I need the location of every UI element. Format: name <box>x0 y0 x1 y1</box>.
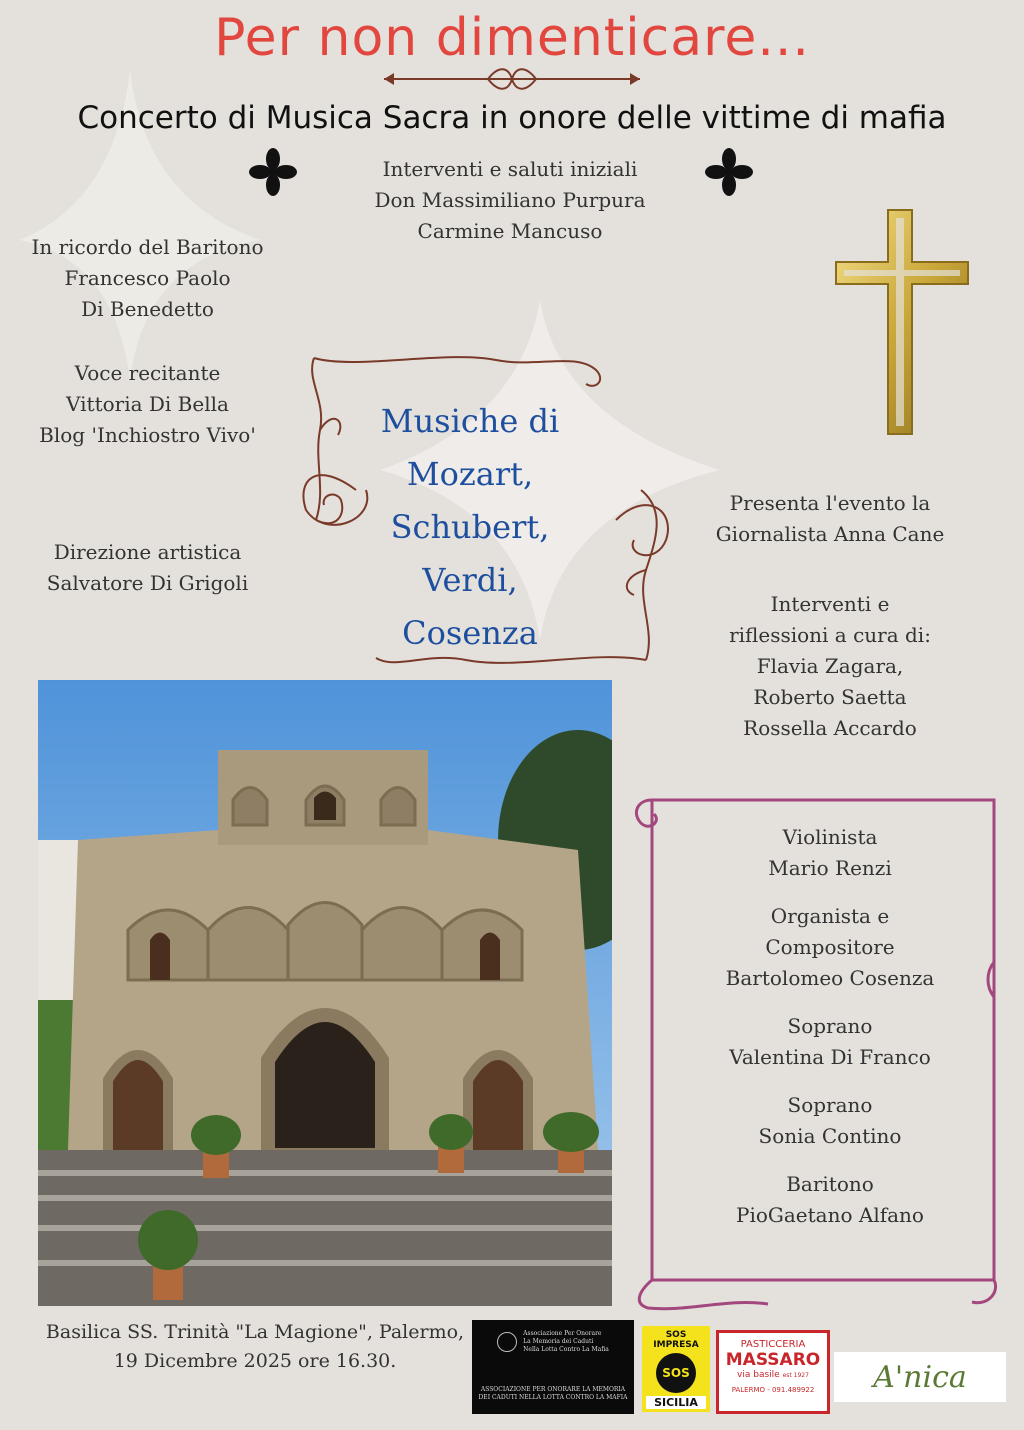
narrator-line2: Vittoria Di Bella <box>66 392 229 416</box>
assoc-text: ASSOCIAZIONE PER ONORARE LA MEMORIA <box>480 1386 626 1393</box>
performer-role: Soprano <box>787 1093 873 1117</box>
performer-role: Baritono <box>786 1172 874 1196</box>
poster-title: Per non dimenticare... <box>214 8 810 68</box>
direction-line1: Direzione artistica <box>53 540 242 564</box>
sos-text: SICILIA <box>646 1396 706 1409</box>
massaro-text: est 1927 <box>782 1372 809 1379</box>
assoc-text: Nella Lotta Contro La Mafia <box>523 1346 609 1353</box>
performer-role: Violinista <box>782 825 878 849</box>
performer-name: Bartolomeo Cosenza <box>725 966 935 990</box>
performer-name: Mario Renzi <box>768 856 892 880</box>
opening-line2: Don Massimiliano Purpura <box>374 188 646 212</box>
reflections <box>690 589 970 744</box>
massaro-text: PALERMO - 091.489922 <box>731 1386 815 1394</box>
in-memory <box>10 232 285 325</box>
performer-violinist <box>680 822 980 884</box>
assoc-text: DEI CADUTI NELLA LOTTA CONTRO LA MAFIA <box>478 1394 628 1401</box>
music-line2: Mozart, <box>406 455 534 493</box>
narrator-line1: Voce recitante <box>74 361 221 385</box>
opening-speakers <box>330 154 690 247</box>
music-line4: Verdi, <box>422 561 518 599</box>
memory-line2: Francesco Paolo <box>64 266 231 290</box>
association-emblem-icon <box>497 1332 517 1352</box>
association-logo <box>472 1320 634 1414</box>
sos-text: SOS IMPRESA <box>653 1330 699 1350</box>
assoc-text: Associazione Per Onorare <box>523 1330 602 1337</box>
host <box>690 488 970 550</box>
reflections-line5: Rossella Accardo <box>743 716 917 740</box>
artistic-direction <box>10 537 285 599</box>
reflections-line2: riflessioni a cura di: <box>729 623 931 647</box>
performer-role: Compositore <box>765 935 895 959</box>
title-ornament <box>380 66 644 92</box>
performer-role: Soprano <box>787 1014 873 1038</box>
assoc-text: La Memoria dei Caduti <box>523 1338 594 1345</box>
opening-line3: Carmine Mancuso <box>417 219 603 243</box>
performers-list <box>680 822 980 1231</box>
music-line5: Cosenza <box>402 614 538 652</box>
massaro-text: via basile <box>737 1370 780 1380</box>
massaro-text: MASSARO <box>725 1350 821 1370</box>
memory-line3: Di Benedetto <box>81 297 214 321</box>
performer-soprano-1 <box>680 1011 980 1073</box>
memory-line1: In ricordo del Baritono <box>31 235 264 259</box>
anica-text: A'nica <box>873 1359 967 1395</box>
performer-name: Sonia Contino <box>758 1124 902 1148</box>
performer-organist <box>680 901 980 994</box>
gold-cross-icon <box>832 206 972 438</box>
music-line3: Schubert, <box>390 508 550 546</box>
anica-logo <box>834 1352 1006 1402</box>
host-line1: Presenta l'evento la <box>729 491 931 515</box>
sos-badge-icon: SOS <box>656 1353 696 1393</box>
reflections-line3: Flavia Zagara, <box>756 654 904 678</box>
direction-line2: Salvatore Di Grigoli <box>46 571 249 595</box>
poster-subtitle: Concerto di Musica Sacra in onore delle vittime di mafia <box>77 100 947 136</box>
massaro-logo <box>716 1330 830 1414</box>
opening-line1: Interventi e saluti iniziali <box>382 157 638 181</box>
performer-soprano-2 <box>680 1090 980 1152</box>
fleuron-right-icon <box>703 146 755 198</box>
fleuron-left-icon <box>247 146 299 198</box>
host-line2: Giornalista Anna Cane <box>715 522 945 546</box>
basilica-photo <box>38 680 612 1306</box>
performer-baritone <box>680 1169 980 1231</box>
music-line1: Musiche di <box>380 402 560 440</box>
reflections-line4: Roberto Saetta <box>753 685 907 709</box>
venue-line2: 19 Dicembre 2025 ore 16.30. <box>113 1350 397 1372</box>
venue-line1: Basilica SS. Trinità "La Magione", Palermo, <box>45 1321 465 1343</box>
performer-role: Organista e <box>770 904 890 928</box>
massaro-text: PASTICCERIA <box>740 1339 806 1350</box>
performer-name: PioGaetano Alfano <box>736 1203 924 1227</box>
performer-name: Valentina Di Franco <box>729 1045 931 1069</box>
narrator <box>10 358 285 451</box>
music-program <box>360 395 580 660</box>
reflections-line1: Interventi e <box>770 592 890 616</box>
venue-info <box>20 1318 490 1376</box>
sos-impresa-logo <box>642 1326 710 1412</box>
narrator-line3: Blog 'Inchiostro Vivo' <box>39 423 256 447</box>
